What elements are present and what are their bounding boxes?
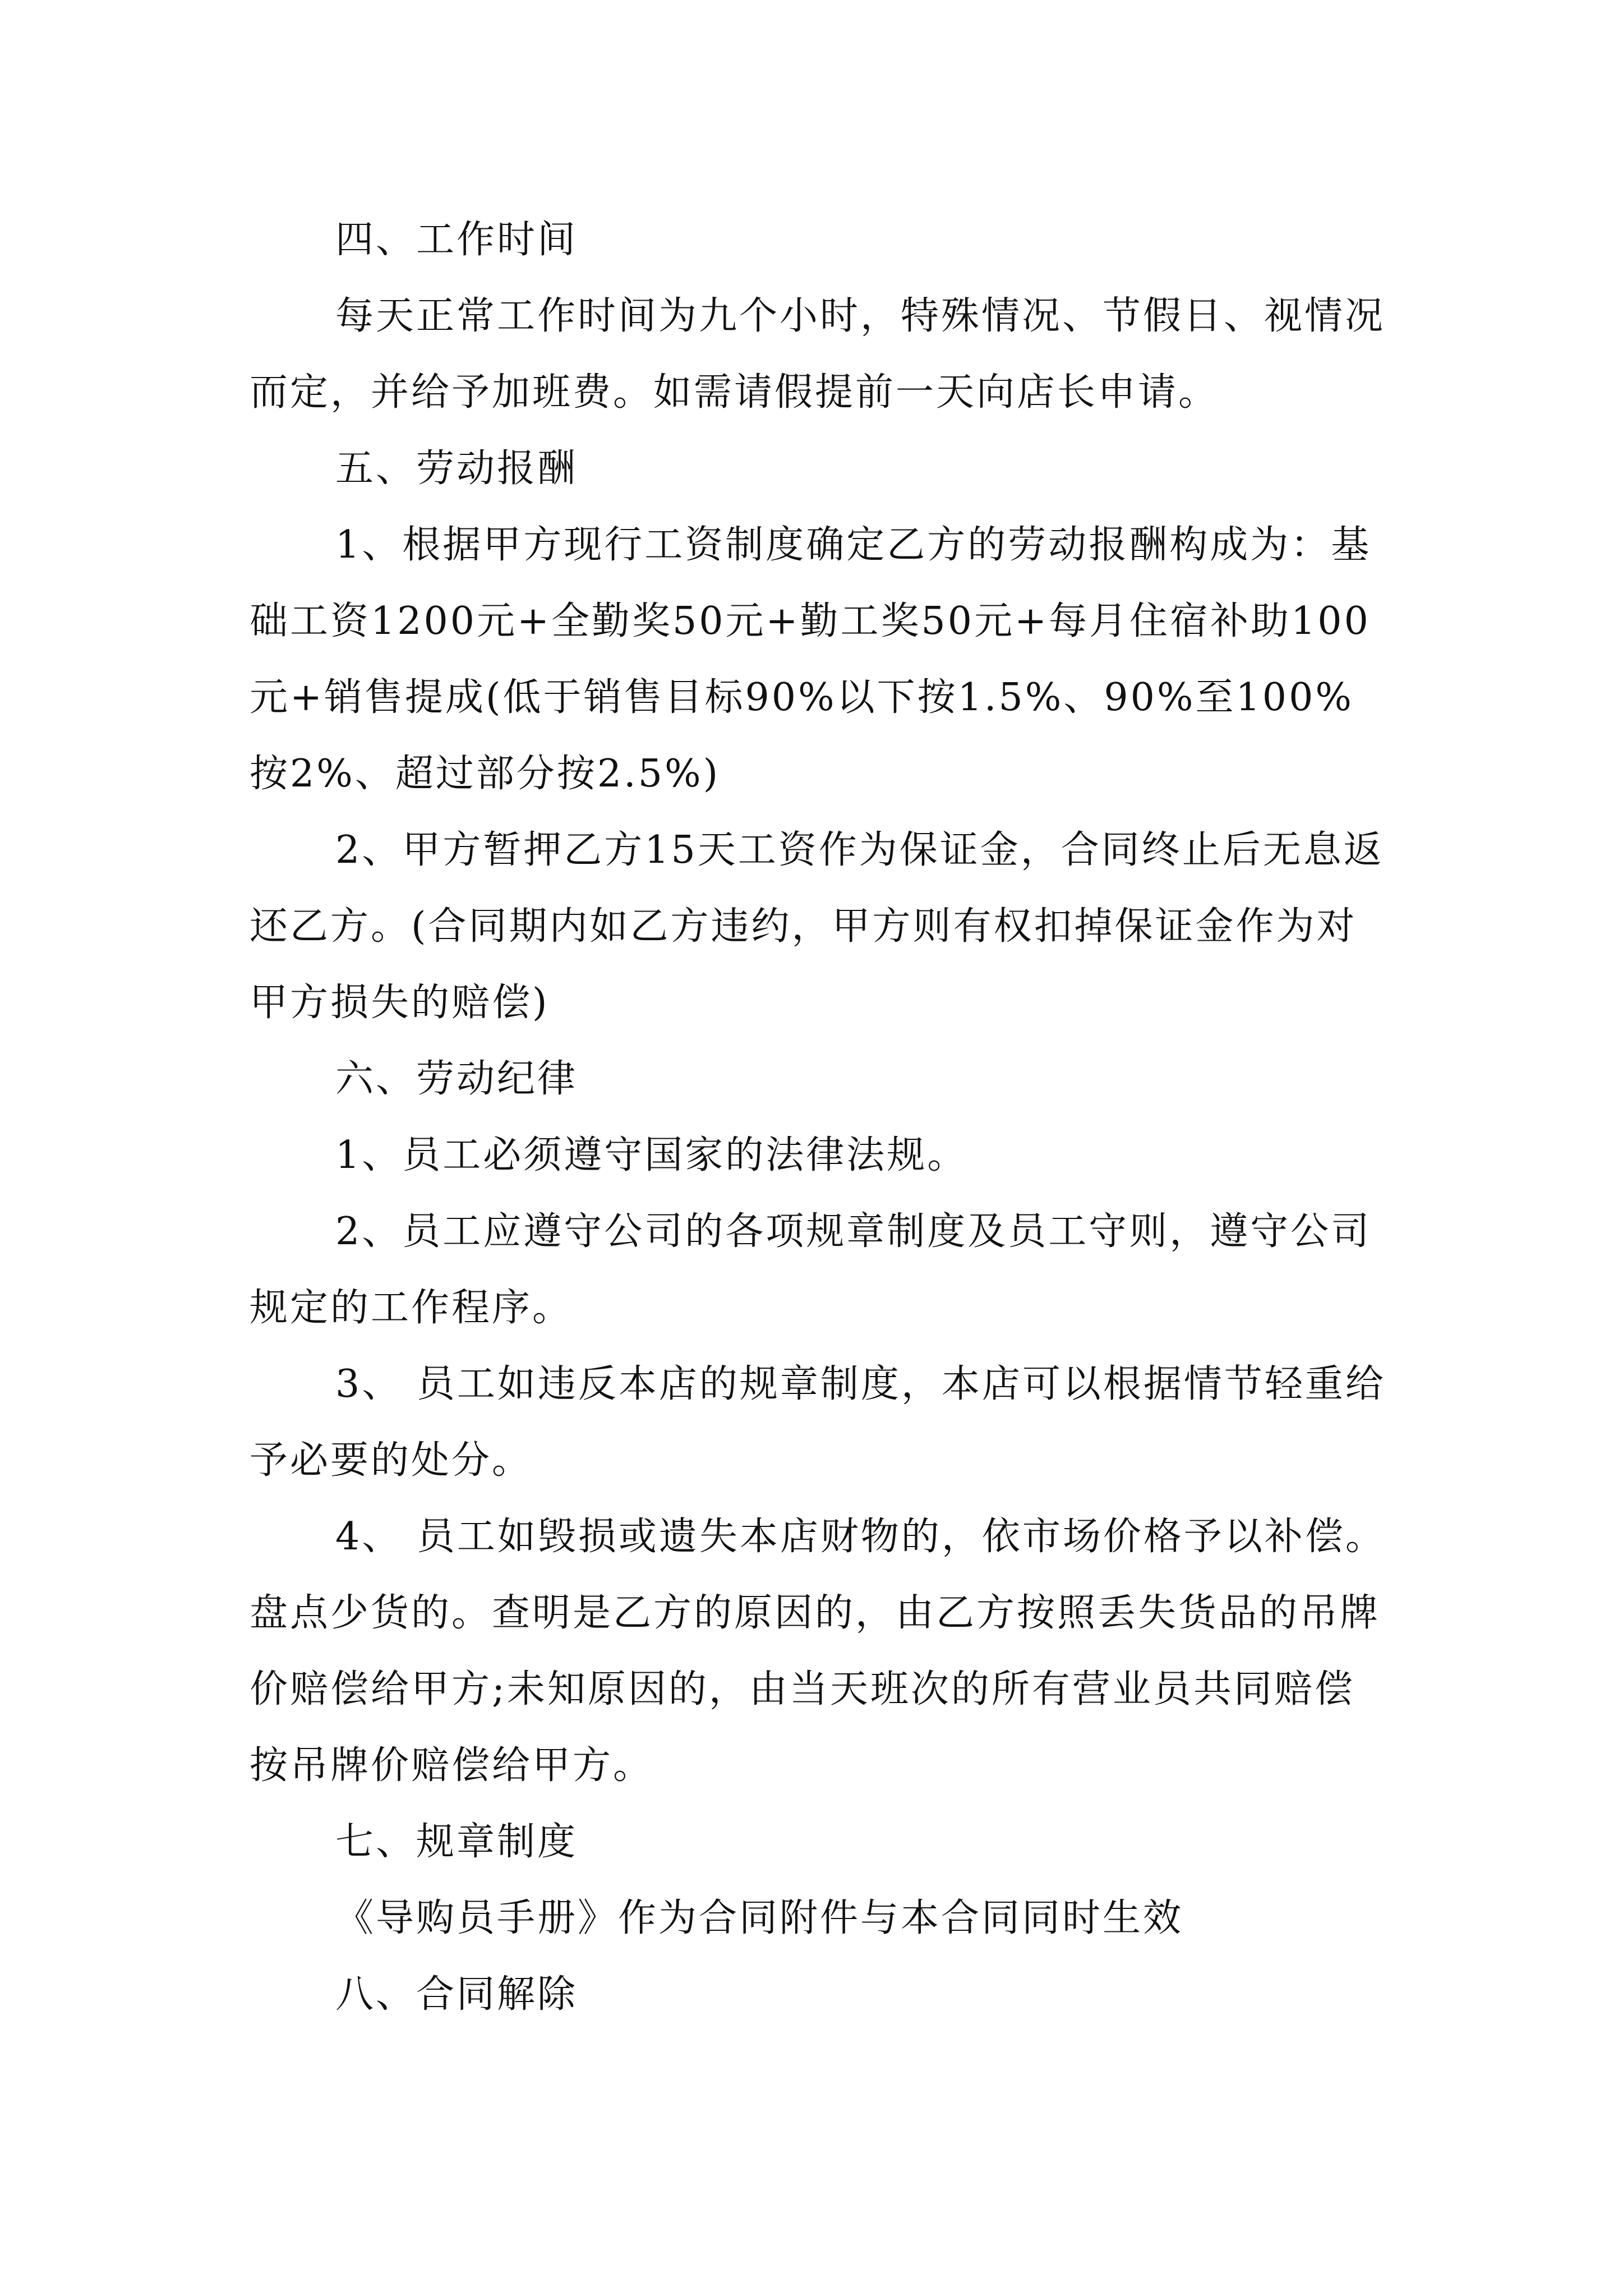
section-heading-remuneration: 五、劳动报酬 [335,447,578,491]
paragraph-remuneration-2: 2、甲方暂押乙方15天工资作为保证金，合同终止后无息返还乙方。(合同期内如乙方违约，甲方则有权扣掉保证金作为对甲方损失的赔偿) [250,828,1384,1025]
paragraph-remuneration-1: 1、根据甲方现行工资制度确定乙方的劳动报酬构成为：基础工资1200元+全勤奖50元+勤工奖50元+每月住宿补助100元+销售提成(低于销售目标90%以下按1.5%、90%至100%按2%、超过部分按2.5%) [250,523,1372,796]
section-heading-work-hours: 四、工作时间 [335,218,578,262]
paragraph-discipline-2: 2、员工应遵守公司的各项规章制度及员工守则，遵守公司规定的工作程序。 [250,1209,1372,1330]
paragraph-discipline-3: 3、 员工如违反本店的规章制度，本店可以根据情节轻重给予必要的处分。 [250,1362,1386,1483]
paragraph-discipline-4: 4、 员工如毁损或遗失本店财物的，依市场价格予以补偿。盘点少货的。查明是乙方的原因的，由乙方按照丢失货品的吊牌价赔偿给甲方;未知原因的，由当天班次的所有营业员共同赔偿按吊牌价赔偿给甲方。 [250,1515,1386,1788]
section-heading-regulations: 七、规章制度 [335,1820,578,1864]
paragraph-regulations: 《导购员手册》作为合同附件与本合同同时生效 [335,1896,1184,1940]
paragraph-discipline-1: 1、员工必须遵守国家的法律法规。 [335,1133,968,1177]
section-heading-termination: 八、合同解除 [335,1972,578,2017]
section-heading-discipline: 六、劳动纪律 [335,1057,578,1101]
paragraph-work-hours: 每天正常工作时间为九个小时，特殊情况、节假日、视情况而定，并给予加班费。如需请假提前一天向店长申请。 [250,294,1386,415]
document-body [250,202,1388,2033]
